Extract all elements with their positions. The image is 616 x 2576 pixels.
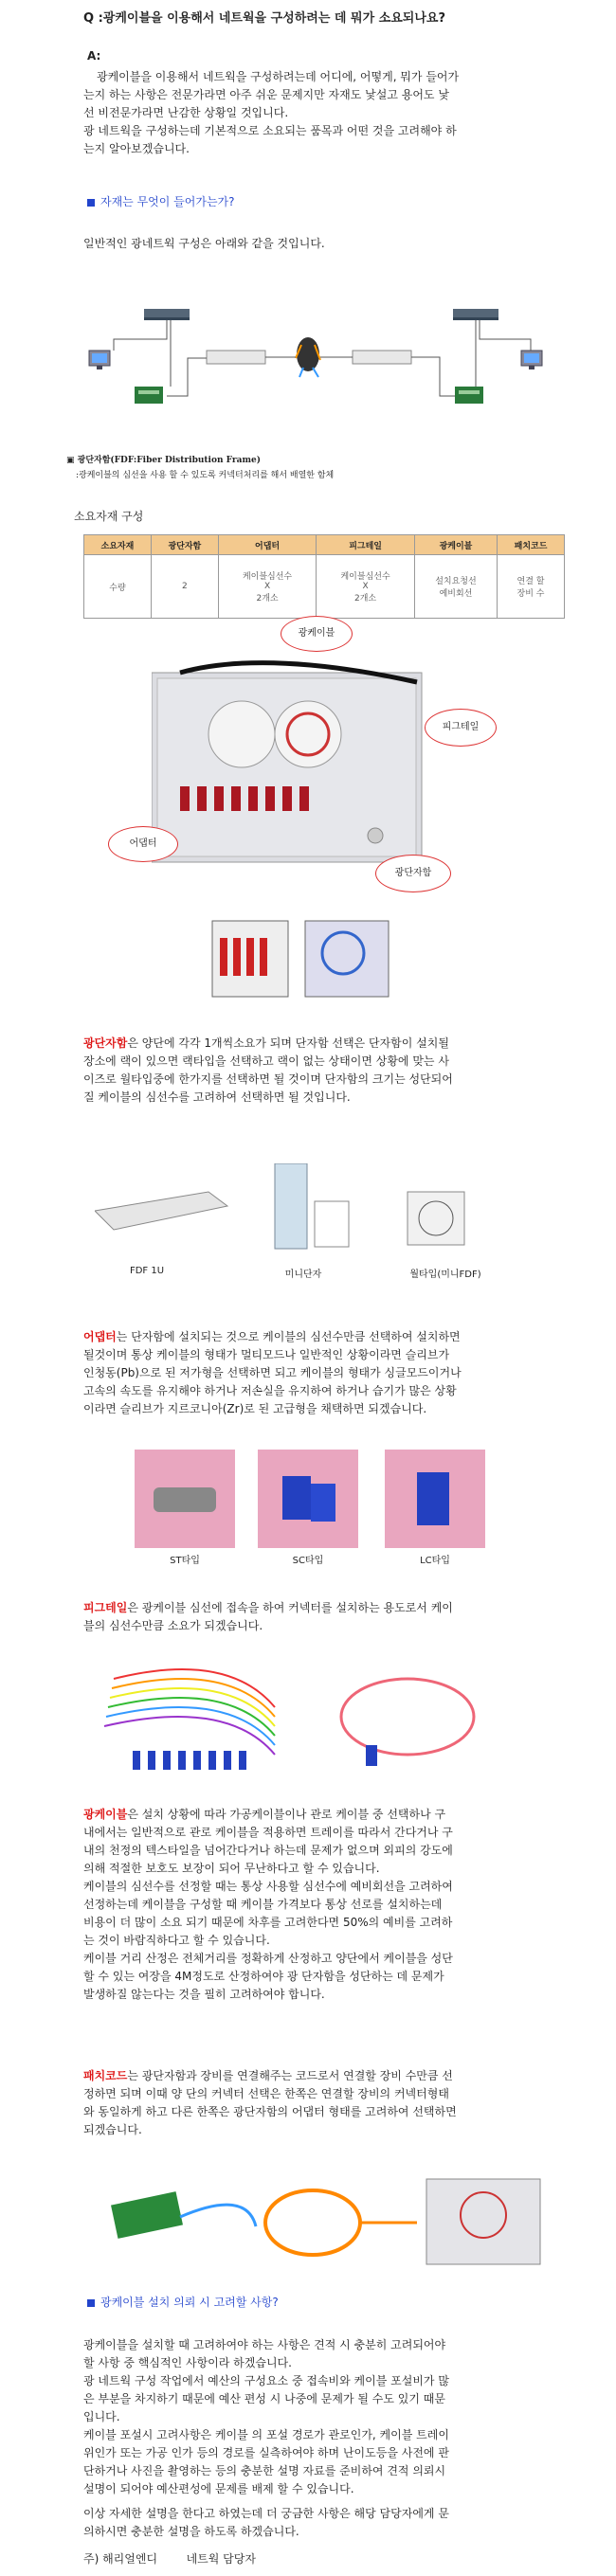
text-line: 고속의 속도를 유지해야 하거나 저손실을 유지하여 하거나 습기가 많은 상황 [83, 1384, 457, 1397]
fiber-cable-icon [296, 337, 320, 377]
patch-cord-photo [104, 2170, 559, 2274]
caption-sc-type: SC타입 [292, 1556, 324, 1566]
switch-icon [453, 309, 498, 320]
lc-adapter-photo [385, 1450, 485, 1548]
st-adapter-photo [135, 1450, 235, 1548]
table-header-cell: 소요자재 [84, 535, 152, 555]
table-header-row [84, 535, 565, 555]
text-line [83, 2067, 538, 2085]
closing-paragraph [83, 2505, 538, 2541]
text-line: 할 수 있는 여장을 4M정도로 산정하여야 광 단자함을 성단하는 데 문제가 [83, 1970, 444, 1983]
table-cell: 2 [151, 555, 218, 619]
signature: 주) 해리얼엔디 네트웍 담당자 [83, 2552, 256, 2566]
media-converter-icon [135, 387, 163, 404]
media-converter-icon [455, 387, 483, 404]
term-patch: 패치코드 [83, 2069, 128, 2082]
install-description [83, 2336, 538, 2498]
section-title: 광케이블 설치 의뢰 시 고려할 사항? [100, 2296, 279, 2309]
intro-paragraph [83, 68, 538, 158]
text-line: 는 것이 바람직하다고 할 수 있습니다. [83, 1934, 270, 1947]
fdf-interior-photo [152, 654, 436, 872]
text-line: 정하면 되며 이때 양 단의 커넥터 선택은 한쪽은 연결할 장비의 커넥터형태 [83, 2087, 449, 2100]
section-intro: 일반적인 광네트웍 구성은 아래와 같을 것입니다. [83, 237, 325, 250]
table-cell: 케이블심선수 X 2개소 [218, 555, 317, 619]
text-line: 케이블 포설시 고려사항은 케이블 의 포설 경로가 관로인가, 케이블 트레이 [83, 2428, 449, 2441]
caption-mini-fdf: 미니단자 [284, 1270, 322, 1280]
text-line: 입니다. [83, 2410, 120, 2423]
table-cell: 케이블심선수 X 2개소 [317, 555, 415, 619]
text-line [83, 1035, 538, 1053]
section-heading [87, 2294, 279, 2310]
pigtail-description [83, 1599, 538, 1635]
callout-fdf: 광단자함 [375, 855, 451, 892]
text-line: 발생하질 않는다는 것을 필히 고려하여야 합니다. [83, 1988, 325, 2001]
text-line: 선정하는데 케이블을 구성할 때 케이블 가격보다 통상 선로를 설치하는데 [83, 1898, 443, 1911]
text-fragment: 은 광케이블 심선에 접속을 하여 커넥터를 설치하는 용도로서 케이 [127, 1601, 453, 1614]
table-cell: 수량 [84, 555, 152, 619]
text-line: 의하시면 충분한 설명을 하도록 하겠습니다. [83, 2525, 299, 2538]
table-header-cell: 광케이블 [414, 535, 497, 555]
text-line: 되겠습니다. [83, 2123, 142, 2136]
text-fragment: 은 설치 상황에 따라 가공케이블이나 관로 케이블 중 선택하나 구 [127, 1808, 446, 1821]
text-line: 이라면 슬리브가 지르코니아(Zr)로 된 고급형을 채택하면 되겠습니다. [83, 1402, 427, 1415]
term-cable: 광케이블 [83, 1808, 128, 1821]
parts-table [83, 534, 565, 619]
switch-icon [144, 309, 190, 320]
text-line: 위인가 또는 가공 인가 등의 경로를 실측하여야 하며 난이도등을 사전에 판 [83, 2446, 449, 2459]
text-line: 장소에 랙이 있으면 랙타입을 선택하고 랙이 없는 상태이면 상황에 맞는 사 [83, 1054, 449, 1068]
fdf-definition-text: :광케이블의 심선을 사용 할 수 있도록 커넥터처리를 해서 배열한 함체 [76, 471, 335, 480]
fdf-description [83, 1035, 538, 1107]
table-header-cell: 피그테일 [317, 535, 415, 555]
caption-st-type: ST타입 [170, 1556, 200, 1566]
fdf-box-icon [207, 351, 265, 364]
text-line [83, 1328, 538, 1346]
callout-adapter: 어댑터 [108, 826, 178, 862]
square-bullet-icon [87, 199, 95, 207]
table-header-cell: 광단자함 [151, 535, 218, 555]
table-cell: 연결 할 장비 수 [498, 555, 565, 619]
pigtail-photos [95, 1660, 512, 1783]
fdf-box-icon [353, 351, 411, 364]
text-line: 내의 천정의 텍스타일을 넘어간다거나 하는데 문제가 없으며 외피의 강도에 [83, 1844, 453, 1857]
text-line: 이즈로 월타입중에 한가지를 선택하면 될 것이며 단자함의 크기는 성단되어 [83, 1072, 453, 1086]
parts-title: 소요자재 구성 [74, 510, 144, 523]
text-line: 할 사항 중 핵심적인 사항이라 하겠습니다. [83, 2356, 292, 2369]
caption-lc-type: LC타입 [420, 1556, 450, 1566]
text-line: 내에서는 일반적으로 관로 케이블을 적용하면 트레이를 따라서 간다거나 구 [83, 1826, 453, 1839]
patch-description [83, 2067, 538, 2139]
cable-description [83, 1806, 538, 2004]
table-header-cell: 어댑터 [218, 535, 317, 555]
sc-adapter-photo [258, 1450, 358, 1548]
text-line: 이상 자세한 설명을 한다고 하였는데 더 궁금한 사항은 해당 담당자에게 문 [83, 2507, 449, 2520]
fdf-definition-title: ▣ 광단자함(FDF:Fiber Distribution Frame) [66, 456, 261, 465]
square-bullet-icon [87, 2299, 95, 2307]
term-fdf: 광단자함 [83, 1036, 128, 1050]
callout-cable: 광케이블 [281, 616, 353, 652]
text-line [83, 1806, 538, 1824]
computer-monitor-icon [521, 351, 542, 369]
text-line: 와 동일하게 하고 다른 한쪽은 광단자함의 어댑터 형태를 고려하여 선택하면 [83, 2105, 457, 2118]
text-line: 광케이블을 설치할 때 고려하여야 하는 사항은 견적 시 충분히 고려되어야 [83, 2338, 446, 2351]
connection-lines [114, 320, 531, 396]
table-row [84, 555, 565, 619]
text-line: 의해 적절한 보호도 보장이 되어 무난하다고 할 수 있습니다. [83, 1862, 380, 1875]
text-line: 비용이 더 많이 소요 되기 때문에 차후를 고려한다면 50%의 예비를 고려하 [83, 1916, 453, 1929]
text-line: 은 부분을 차지하기 때문에 예산 편성 시 나중에 문제가 될 수도 있기 때문 [83, 2392, 445, 2405]
table-cell: 설치요청선 예비회선 [414, 555, 497, 619]
text-line: 블의 심선수만큼 소요가 되겠습니다. [83, 1619, 263, 1632]
question-title: Q :광케이블을 이용해서 네트웍을 구성하려는 데 뭐가 소요되나요? [83, 11, 445, 26]
fdf-sample-photos [210, 915, 400, 1006]
text-line: 될것이며 통상 케이블의 형태가 멀티모드나 일반적인 상황이라면 슬리브가 [83, 1348, 450, 1361]
text-line: 인청동(Pb)으로 된 저가형을 선택하면 되고 케이블의 형태가 싱글모드이거나 [83, 1366, 462, 1379]
text-line [83, 1599, 538, 1617]
text-line: 선 비전문가라면 난감한 상황일 것입니다. [83, 106, 289, 119]
text-line: 단하거나 사진을 촬영하는 등의 충분한 설명 자료를 준비하여 견적 의뢰시 [83, 2464, 446, 2477]
caption-fdf-1u: FDF 1U [129, 1266, 165, 1276]
table-header-cell: 패치코드 [498, 535, 565, 555]
text-line: 는지 알아보겠습니다. [83, 142, 190, 155]
network-diagram [76, 301, 569, 415]
computer-monitor-icon [89, 351, 110, 369]
caption-wall-fdf: 월타입(미니FDF) [409, 1270, 481, 1280]
section-heading [87, 193, 235, 209]
answer-label: A: [87, 49, 101, 63]
text-line: 광 네트웍 구성 작업에서 예산의 구성요소 중 접속비와 케이블 포설비가 많 [83, 2374, 449, 2387]
text-line: 케이블의 심선수를 선정할 때는 통상 사용할 심선수에 예비회선을 고려하여 [83, 1880, 453, 1893]
text-line: 는지 하는 사항은 전문가라면 아주 쉬운 문제지만 자재도 낯설고 용어도 낯 [83, 88, 449, 101]
term-adapter: 어댑터 [83, 1330, 117, 1343]
text-fragment: 는 광단자함과 장비를 연결해주는 코드로서 연결할 장비 수만큼 선 [127, 2069, 453, 2082]
text-line: 광케이블을 이용해서 네트웍을 구성하려는데 어디에, 어떻게, 뭐가 들어가 [97, 70, 460, 83]
term-pigtail: 피그테일 [83, 1601, 128, 1614]
callout-pigtail: 피그테일 [425, 709, 497, 747]
section-title: 자재는 무엇이 들어가는가? [100, 195, 235, 208]
text-line: 설명이 되어야 예산편성에 문제를 배제 할 수 있습니다. [83, 2482, 354, 2495]
fdf-type-photos [95, 1163, 531, 1253]
text-fragment: 은 양단에 각각 1개씩소요가 되며 단자함 선택은 단자함이 설치될 [127, 1036, 449, 1050]
text-line: 케이블 거리 산정은 전체거리를 정확하게 산정하고 양단에서 케이블을 성단 [83, 1952, 453, 1965]
adapter-description [83, 1328, 538, 1418]
text-line: 광 네트웍을 구성하는데 기본적으로 소요되는 품목과 어떤 것을 고려해야 하 [83, 124, 457, 137]
text-fragment: 는 단자함에 설치되는 것으로 케이블의 심선수만큼 선택하여 설치하면 [116, 1330, 461, 1343]
text-line: 질 케이블의 심선수를 고려하여 선택하면 될 것입니다. [83, 1090, 351, 1104]
